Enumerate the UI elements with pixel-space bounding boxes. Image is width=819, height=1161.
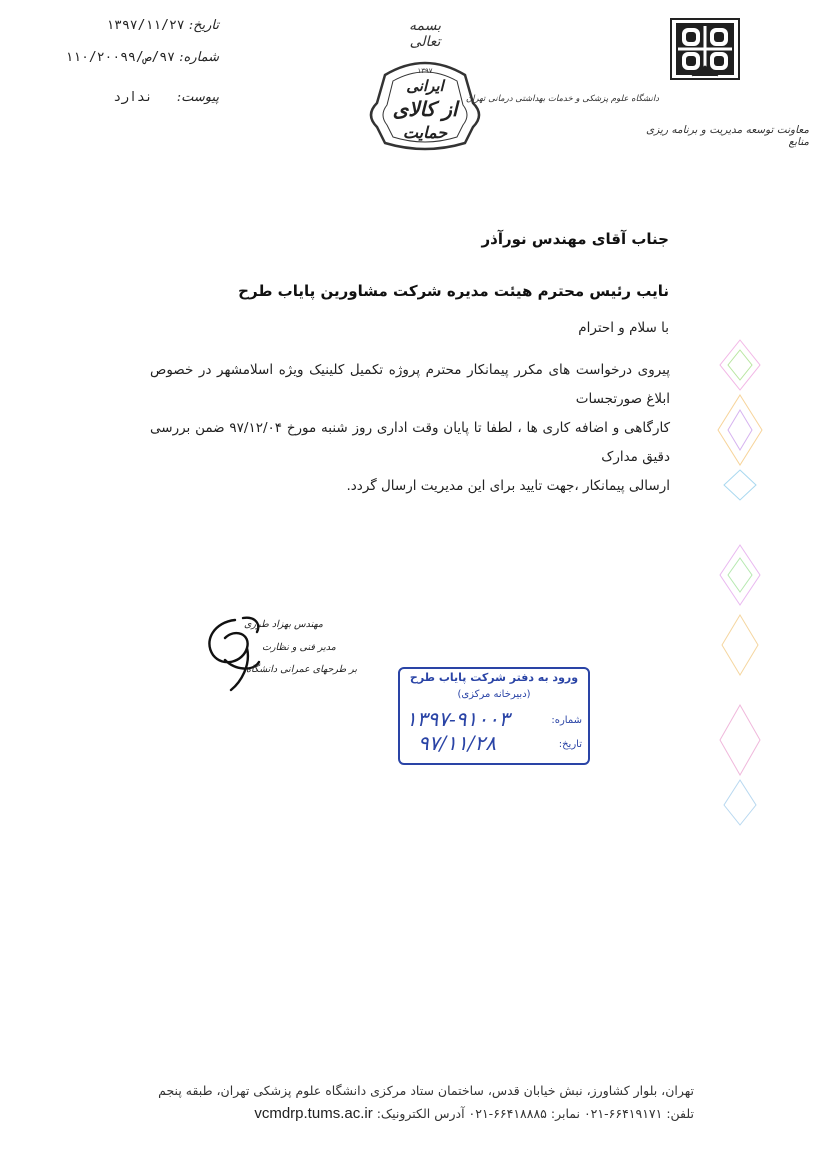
footer-contact bbox=[254, 1105, 694, 1122]
university-logo-icon bbox=[670, 18, 740, 80]
seal-year: ۱۳۹۷ bbox=[417, 67, 433, 75]
stamp-subtitle: (دبیرخانه مرکزی) bbox=[457, 689, 531, 700]
seal-line2: از کالای bbox=[392, 97, 458, 121]
stamp-number-handwritten: ۱۳۹۷-۹۱۰۰۳ bbox=[406, 707, 510, 731]
signature-line1: مهندس بهزاد طرری bbox=[244, 619, 323, 630]
support-iranian-goods-seal bbox=[355, 55, 495, 155]
seal-line1: ایرانی bbox=[406, 77, 444, 95]
bismillah: بسمه تعالی bbox=[409, 18, 441, 50]
date-row bbox=[106, 18, 219, 33]
footer-address: تهران، بلوار کشاورز، نبش خیابان قدس، ساختمان ستاد مرکزی دانشگاه علوم پزشکی تهران، طبقه پنجم bbox=[158, 1083, 694, 1098]
date-value: ۱۳۹۷/۱۱/۲۷ bbox=[106, 18, 185, 33]
stamp-title: ورود به دفتر شرکت پایاب طرح bbox=[409, 671, 579, 684]
number-label: شماره: bbox=[179, 50, 219, 65]
body-line-2: کارگاهی و اضافه کاری ها ، لطفا تا پایان وقت اداری روز شنبه مورخ ۹۷/۱۲/۰۴ ضمن بررسی دقیق مدارک bbox=[150, 420, 670, 465]
university-logo bbox=[670, 18, 740, 80]
receipt-stamp bbox=[398, 667, 590, 765]
recipient-name: جناب آقای مهندس نورآذر bbox=[481, 230, 669, 248]
org-line1: دانشگاه علوم پزشکی و خدمات بهداشتی درمانی تهران bbox=[465, 94, 659, 104]
body-paragraph bbox=[150, 356, 670, 501]
recipient-title: نایب رئیس محترم هیئت مدیره شرکت مشاورین پایاب طرح bbox=[238, 282, 669, 300]
attachment-row bbox=[113, 90, 219, 105]
number-row bbox=[65, 50, 219, 65]
side-ornament-icon bbox=[712, 335, 768, 505]
greeting: با سلام و احترام bbox=[578, 320, 669, 336]
side-ornament-icon-2 bbox=[712, 540, 768, 680]
attachment-label: پیوست: bbox=[176, 90, 219, 105]
body-line-1: پیروی درخواست های مکرر پیمانکار محترم پروژه تکمیل کلینیک ویژه اسلامشهر در خصوص ابلاغ صورتجسات bbox=[150, 362, 670, 407]
stamp-date-handwritten: ۹۷/۱۱/۲۸ bbox=[418, 731, 496, 755]
footer-website[interactable]: vcmdrp.tums.ac.ir bbox=[254, 1105, 373, 1122]
date-label: تاریخ: bbox=[188, 18, 219, 33]
signature-line3: بر طرحهای عمرانی دانشگاه bbox=[246, 664, 358, 675]
signature-line2: مدیر فنی و نظارت bbox=[262, 642, 336, 653]
stamp-date-label: تاریخ: bbox=[558, 739, 582, 750]
body-line-3: ارسالی پیمانکار ،جهت تایید برای این مدیریت ارسال گردد. bbox=[346, 478, 670, 494]
side-ornament-icon-3 bbox=[712, 700, 768, 830]
seal-line3: حمایت bbox=[402, 123, 448, 142]
footer-phone: تلفن: ۶۶۴۱۹۱۷۱-۰۲۱ نمابر: ۶۶۴۱۸۸۸۵-۰۲۱ آدرس الکترونیک: bbox=[376, 1106, 694, 1121]
stamp-number-label: شماره: bbox=[551, 715, 582, 726]
number-value: ۹۷/ص/۱۱۰/۲۰۰۹۹ bbox=[65, 50, 176, 65]
org-line2: معاونت توسعه مدیریت و برنامه ریزی منابع bbox=[646, 124, 809, 148]
attachment-value: ندارد bbox=[113, 90, 153, 105]
